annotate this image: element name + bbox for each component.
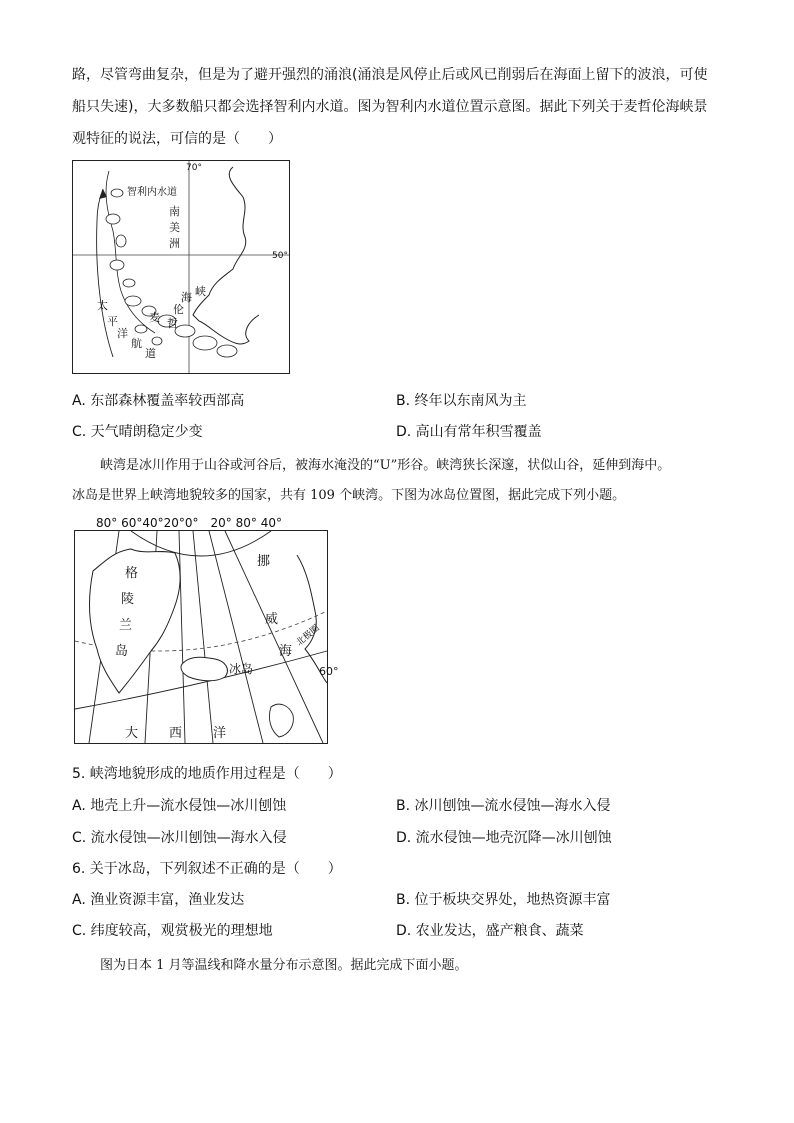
label-at-1: 大 — [125, 726, 139, 741]
iceland-shape — [181, 657, 227, 681]
q6-option-a[interactable]: A. 渔业资源丰富，渔业发达 — [72, 892, 245, 908]
label-route-4: 航 — [131, 337, 142, 350]
label-iceland: 冰岛 — [229, 662, 254, 676]
label-arctic: 北极圈 — [294, 623, 322, 649]
label-channel: 智利内水道 — [127, 187, 177, 198]
label-route-1: 太 — [97, 299, 108, 312]
label-strait-3: 伦 — [173, 303, 184, 316]
q6-option-d[interactable]: D. 农业发达，盛产粮食、蔬菜 — [396, 923, 584, 939]
label-route-2: 平 — [107, 315, 118, 328]
q5-stem: 5. 峡湾地貌形成的地质作用过程是（ ） — [72, 766, 342, 782]
label-at-3: 洋 — [213, 726, 227, 741]
label-strait-5: 峡 — [195, 285, 206, 298]
prev-option-a[interactable]: A. 东部森林覆盖率较西部高 — [72, 393, 245, 409]
norway-coast — [297, 555, 327, 683]
label-sa-1: 南 — [169, 205, 180, 218]
prev-option-c[interactable]: C. 天气晴朗稳定少变 — [72, 424, 203, 440]
passage2-line-2: 冰岛是世界上峡湾地貌较多的国家，共有 109 个峡湾。下图为冰岛位置图，据此完成下列小题。 — [72, 488, 626, 503]
prev-option-d[interactable]: D. 高山有常年积雪覆盖 — [396, 424, 542, 440]
prev-option-b[interactable]: B. 终年以东南风为主 — [396, 393, 527, 409]
passage3-line-1: 图为日本 1 月等温线和降水量分布示意图。据此完成下面小题。 — [100, 958, 468, 973]
q6-option-c[interactable]: C. 纬度较高，观赏极光的理想地 — [72, 923, 273, 939]
iceland-map-top-labels: 80° 60°40°20°0° 20° 80° 40° — [96, 516, 282, 530]
iceland-map-svg — [75, 531, 339, 743]
label-60: 60° — [319, 665, 339, 678]
label-70: 70° — [186, 163, 202, 173]
label-route-3: 洋 — [117, 327, 128, 340]
q5-option-b[interactable]: B. 冰川刨蚀—流水侵蚀—海水入侵 — [396, 798, 611, 814]
label-at-2: 西 — [169, 726, 183, 741]
label-gl-3: 兰 — [119, 618, 133, 633]
british-isles — [269, 704, 293, 737]
label-nw-2: 威 — [265, 612, 279, 627]
q6-stem: 6. 关于冰岛，下列叙述不正确的是（ ） — [72, 861, 342, 877]
label-route-5: 道 — [145, 347, 156, 360]
label-gl-1: 格 — [125, 566, 139, 581]
chile-channel-map-svg — [73, 161, 289, 373]
intro-line-3: 观特征的说法，可信的是（ ） — [72, 131, 282, 147]
label-sa-3: 洲 — [169, 237, 180, 250]
chile-channel-map — [72, 160, 290, 374]
label-nw-1: 挪 — [257, 554, 271, 569]
q5-option-a[interactable]: A. 地壳上升—流水侵蚀—冰川刨蚀 — [72, 798, 287, 814]
intro-line-2: 船只失速)，大多数船只都会选择智利内水道。图为智利内水道位置示意图。据此下列关于麦哲伦海峡景 — [72, 99, 708, 115]
q5-option-d[interactable]: D. 流水侵蚀—地壳沉降—冰川刨蚀 — [396, 830, 612, 846]
south-america-coast — [193, 167, 259, 344]
passage2-line-1: 峡湾是冰川作用于山谷或河谷后，被海水淹没的“U”形谷。峡湾狭长深邃，状似山谷，延伸到海中。 — [100, 458, 671, 473]
q5-option-c[interactable]: C. 流水侵蚀—冰川刨蚀—海水入侵 — [72, 830, 287, 846]
label-strait-2: 哲 — [167, 317, 178, 330]
label-strait-1: 麦 — [149, 311, 160, 324]
label-strait-4: 海 — [181, 291, 192, 304]
label-sa-2: 美 — [169, 221, 180, 234]
iceland-map — [74, 530, 339, 744]
label-gl-2: 陵 — [121, 592, 135, 607]
label-gl-4: 岛 — [115, 644, 129, 659]
label-50: 50° — [272, 251, 288, 261]
label-nw-3: 海 — [279, 644, 293, 659]
intro-line-1: 路，尽管弯曲复杂，但是为了避开强烈的涌浪(涌浪是风停止后或风已削弱后在海面上留下的波浪，可使 — [72, 67, 708, 83]
q6-option-b[interactable]: B. 位于板块交界处，地热资源丰富 — [396, 892, 611, 908]
